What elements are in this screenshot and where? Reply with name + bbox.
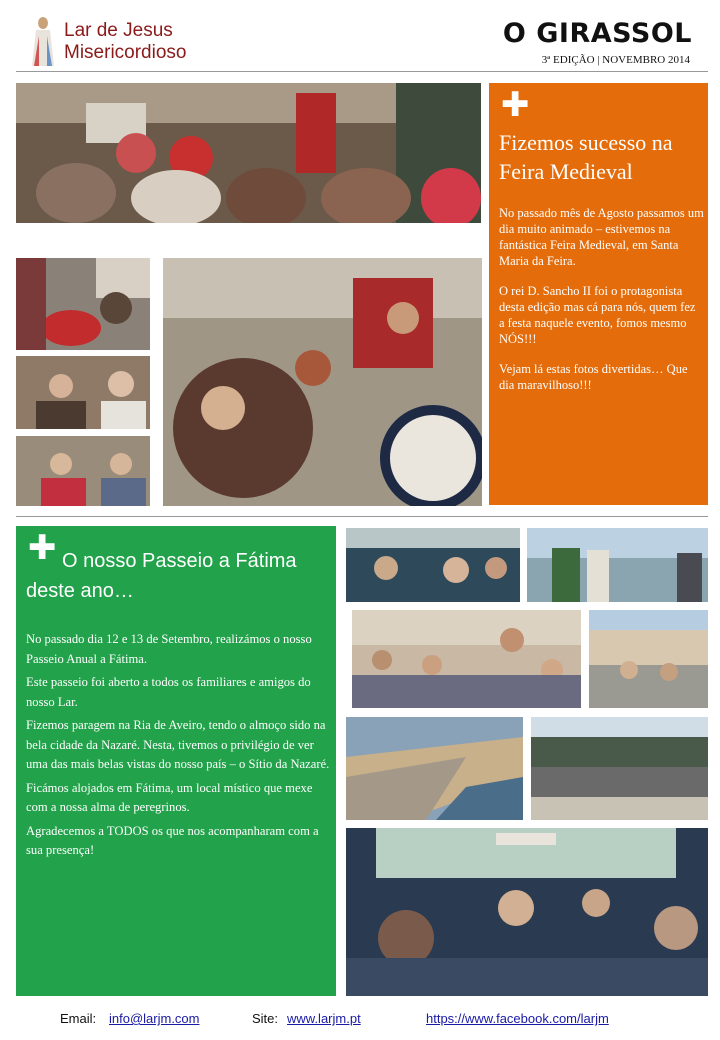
photo-drum-2: [163, 258, 482, 506]
header-divider: [16, 71, 708, 72]
paragraph: No passado mês de Agosto passamos um dia muito animado – estivemos na fantástica Feira Medieval, em Santa Maria da Feira.: [499, 206, 704, 268]
section-divider: [16, 516, 708, 517]
photo-residents-1: [16, 356, 150, 429]
article-medieval-box: [489, 83, 708, 505]
paragraph: Ficámos alojados em Fátima, um local místico que mexe com a nossa alma de peregrinos.: [26, 780, 313, 814]
org-line-2: Misericordioso: [64, 42, 187, 63]
paragraph: O rei D. Sancho II foi o protagonista desta edição mas cá para nós, quem fez a festa naquele evento, fomos mesmo NÓS!!!: [499, 284, 696, 346]
email-label: Email:: [60, 1011, 97, 1026]
paragraph: No passado dia 12 e 13 de Setembro, realizámos o nosso Passeio Anual a Fátima.: [26, 632, 312, 666]
paragraph: Fizemos paragem na Ria de Aveiro, tendo o almoço sido na bela cidade da Nazaré. Nesta, tivemos o privilégio de ver uma das mais belas vistas do nosso país – o Sítio da Nazaré.: [26, 718, 330, 771]
photo-nazare-view: [346, 717, 523, 820]
edition-line: 3ª EDIÇÃO | NOVEMBRO 2014: [541, 54, 690, 66]
paragraph: Este passeio foi aberto a todos os familiares e amigos do nosso Lar.: [26, 675, 311, 709]
photo-residents-2: [16, 436, 150, 506]
photo-medieval-group: [16, 83, 481, 223]
facebook-link[interactable]: https://www.facebook.com/larjm: [426, 1011, 609, 1026]
photo-group-crowd: [352, 610, 581, 708]
plus-icon: ✚: [501, 85, 530, 125]
site-link[interactable]: www.larjm.pt: [287, 1011, 361, 1026]
organization-name: [64, 20, 186, 64]
site-label: Site:: [252, 1011, 279, 1026]
article-fatima-title: O nosso Passeio a Fátima deste ano…: [26, 550, 297, 602]
photo-drum-1: [16, 258, 150, 350]
article-medieval-title: Fizemos sucesso na Feira Medieval: [499, 130, 673, 184]
paragraph: Vejam lá estas fotos divertidas… Que dia maravilhoso!!!: [499, 362, 688, 392]
org-line-1: Lar de Jesus: [64, 20, 173, 41]
paragraph: Agradecemos a TODOS os que nos acompanharam com a sua presença!: [26, 823, 319, 857]
article-medieval-body: [499, 205, 704, 407]
photo-fatima-sanctuary: [531, 717, 708, 820]
article-fatima-box: [16, 526, 336, 996]
masthead-title: O GIRASSOL: [502, 18, 692, 49]
email-link[interactable]: info@larjm.com: [109, 1011, 200, 1026]
photo-bus-2: [346, 828, 708, 996]
logo-icon: [30, 14, 56, 68]
photo-square: [589, 610, 708, 708]
photo-aveiro: [527, 528, 708, 602]
photo-bus-1: [346, 528, 520, 602]
plus-icon: ✚: [28, 528, 57, 568]
article-fatima-body: [26, 630, 331, 865]
